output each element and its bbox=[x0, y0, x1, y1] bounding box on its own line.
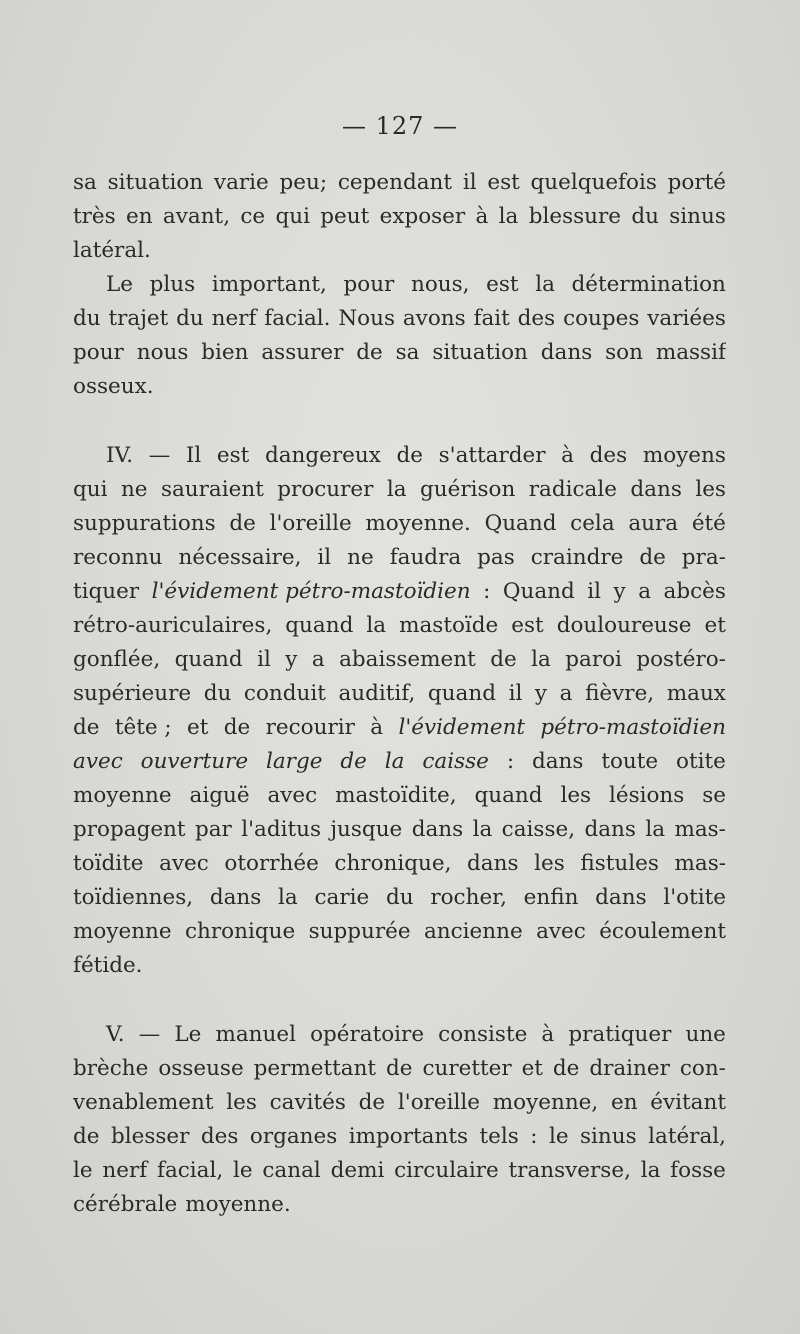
text-line bbox=[73, 1120, 726, 1154]
word: quand bbox=[285, 613, 354, 638]
word: permettant bbox=[253, 1056, 377, 1081]
word: très bbox=[73, 204, 116, 229]
word: moyens bbox=[642, 443, 726, 468]
word: évitant bbox=[650, 1090, 726, 1115]
word: détermination bbox=[571, 272, 726, 297]
text-line bbox=[73, 507, 726, 541]
word: Le bbox=[106, 272, 134, 297]
word: du bbox=[203, 681, 232, 706]
word: avec bbox=[536, 919, 586, 944]
word: pour bbox=[73, 340, 124, 365]
word: : bbox=[483, 579, 491, 604]
word: rocher, bbox=[430, 885, 507, 910]
word: opératoire bbox=[310, 1022, 425, 1047]
word: suppurée bbox=[308, 919, 411, 944]
word: est bbox=[487, 170, 520, 195]
word: en bbox=[126, 204, 153, 229]
word: facial, bbox=[156, 1158, 224, 1183]
word: : bbox=[506, 749, 515, 774]
text-line bbox=[73, 1052, 726, 1086]
word: des bbox=[589, 443, 628, 468]
word: exposer bbox=[379, 204, 466, 229]
word: curetter bbox=[422, 1056, 512, 1081]
word: pra- bbox=[681, 545, 726, 570]
word: cependant bbox=[337, 170, 453, 195]
word: variées bbox=[647, 306, 726, 331]
word: nécessaire, bbox=[178, 545, 302, 570]
word: moyenne bbox=[73, 919, 172, 944]
word: carie bbox=[314, 885, 370, 910]
word: procurer bbox=[277, 477, 374, 502]
word: avec bbox=[159, 851, 209, 876]
text-line bbox=[73, 166, 726, 200]
italic-word: pétro-mastoïdien bbox=[540, 715, 726, 740]
word: du bbox=[631, 204, 659, 229]
word: il bbox=[587, 579, 602, 604]
word: nerf bbox=[211, 306, 257, 331]
word: fosse bbox=[670, 1158, 726, 1183]
word: trajet bbox=[108, 306, 169, 331]
word: tels bbox=[479, 1124, 519, 1149]
word: mas- bbox=[674, 817, 726, 842]
word: pour bbox=[343, 272, 395, 297]
word: Quand bbox=[502, 579, 575, 604]
word: coupes bbox=[563, 306, 640, 331]
word: dans bbox=[595, 885, 647, 910]
word: des bbox=[517, 306, 556, 331]
word: dans bbox=[411, 817, 464, 842]
text-line bbox=[73, 370, 726, 404]
word: drainer bbox=[589, 1056, 670, 1081]
word: abaissement bbox=[339, 647, 476, 672]
word: y bbox=[534, 681, 548, 706]
italic-word: la bbox=[384, 749, 405, 774]
word: massif bbox=[655, 340, 726, 365]
word: radicale bbox=[528, 477, 617, 502]
text-line bbox=[73, 439, 726, 473]
word: de bbox=[73, 715, 100, 740]
word: pratiquer bbox=[568, 1022, 672, 1047]
text-line bbox=[73, 336, 726, 370]
word: fistules bbox=[580, 851, 659, 876]
word: porté bbox=[667, 170, 726, 195]
word: — bbox=[138, 1022, 161, 1047]
word: maux bbox=[666, 681, 726, 706]
word: l'oreille bbox=[269, 511, 352, 536]
paragraph bbox=[73, 268, 726, 404]
italic-word: l'évidement pétro-mastoïdien bbox=[151, 579, 471, 604]
word: osseuse bbox=[158, 1056, 244, 1081]
word: propagent bbox=[73, 817, 186, 842]
word: quelquefois bbox=[530, 170, 657, 195]
word: qui bbox=[275, 204, 310, 229]
word: mastoïdite, bbox=[335, 783, 457, 808]
word: mas- bbox=[674, 851, 726, 876]
word: chronique bbox=[185, 919, 296, 944]
word: ne bbox=[347, 545, 374, 570]
word: paroi bbox=[565, 647, 622, 672]
text-line bbox=[73, 1018, 726, 1052]
word: du bbox=[73, 306, 101, 331]
word: plus bbox=[149, 272, 196, 297]
word: facial. bbox=[264, 306, 331, 331]
word: aiguë bbox=[189, 783, 250, 808]
word: Quand bbox=[484, 511, 557, 536]
text-line bbox=[73, 1154, 726, 1188]
word: la bbox=[535, 272, 555, 297]
word: et bbox=[187, 715, 209, 740]
word: dans bbox=[467, 851, 519, 876]
word: y bbox=[613, 579, 626, 604]
word: — bbox=[148, 443, 171, 468]
word: nerf bbox=[102, 1158, 148, 1183]
word: canal bbox=[262, 1158, 321, 1183]
word: cavités bbox=[269, 1090, 346, 1115]
word: tiquer bbox=[73, 579, 140, 604]
word: s'attarder bbox=[438, 443, 546, 468]
word: peu; bbox=[279, 170, 328, 195]
word: est bbox=[511, 613, 544, 638]
word: dans bbox=[584, 817, 636, 842]
word: lésions bbox=[608, 783, 685, 808]
word: avons bbox=[402, 306, 466, 331]
word: nous, bbox=[410, 272, 470, 297]
word: conduit bbox=[243, 681, 326, 706]
word: est bbox=[486, 272, 519, 297]
word: la bbox=[278, 885, 298, 910]
word: moyenne bbox=[73, 783, 172, 808]
word: situation bbox=[432, 340, 528, 365]
word: toute bbox=[601, 749, 659, 774]
word: le bbox=[548, 1124, 569, 1149]
word: et bbox=[521, 1056, 543, 1081]
paragraph bbox=[73, 439, 726, 983]
word: qui bbox=[73, 477, 108, 502]
word: V. bbox=[106, 1022, 125, 1047]
word: de bbox=[356, 340, 383, 365]
word: dans bbox=[209, 885, 262, 910]
word: ce bbox=[240, 204, 266, 229]
text-line bbox=[73, 881, 726, 915]
text-line bbox=[73, 779, 726, 813]
text-line bbox=[73, 541, 726, 575]
word: recourir bbox=[265, 715, 355, 740]
word: été bbox=[691, 511, 726, 536]
word: fièvre, bbox=[585, 681, 655, 706]
word: transverse, bbox=[508, 1158, 631, 1183]
word: manuel bbox=[215, 1022, 296, 1047]
word: du bbox=[385, 885, 414, 910]
italic-word: avec bbox=[73, 749, 123, 774]
word: moyenne, bbox=[492, 1090, 599, 1115]
word: mastoïde bbox=[399, 613, 499, 638]
word: le bbox=[233, 1158, 253, 1183]
word: et bbox=[704, 613, 726, 638]
word: la bbox=[531, 647, 551, 672]
paragraph bbox=[73, 166, 726, 268]
word: demi bbox=[330, 1158, 385, 1183]
word: aura bbox=[628, 511, 679, 536]
word: la bbox=[386, 477, 407, 502]
word: la bbox=[472, 817, 493, 842]
text-line bbox=[73, 643, 726, 677]
text-line bbox=[73, 200, 726, 234]
text-line bbox=[73, 575, 726, 609]
word: nous bbox=[136, 340, 189, 365]
word: cela bbox=[570, 511, 615, 536]
word: circulaire bbox=[394, 1158, 499, 1183]
text-line bbox=[73, 1188, 726, 1222]
word: les bbox=[226, 1090, 257, 1115]
word: venablement bbox=[73, 1090, 214, 1115]
word: blessure bbox=[528, 204, 621, 229]
word: l'aditus bbox=[241, 817, 321, 842]
text-line bbox=[73, 609, 726, 643]
word: les bbox=[534, 851, 565, 876]
word: toïdite bbox=[73, 851, 144, 876]
word: suppurations bbox=[73, 511, 216, 536]
word: IV. bbox=[106, 443, 134, 468]
word: écoulement bbox=[599, 919, 726, 944]
word: l'otite bbox=[663, 885, 726, 910]
word: guérison bbox=[420, 477, 516, 502]
word: le bbox=[73, 1158, 93, 1183]
text-line bbox=[73, 915, 726, 949]
text-line bbox=[73, 234, 726, 268]
word: Nous bbox=[338, 306, 395, 331]
text-line bbox=[73, 473, 726, 507]
word: enfin bbox=[523, 885, 579, 910]
word: peut bbox=[320, 204, 370, 229]
text-line bbox=[73, 813, 726, 847]
word: tête ; bbox=[114, 715, 172, 740]
text-line bbox=[73, 949, 726, 983]
word: de bbox=[396, 443, 423, 468]
word: la bbox=[366, 613, 387, 638]
italic-word: caisse bbox=[422, 749, 489, 774]
word: important, bbox=[211, 272, 327, 297]
word: fétide. bbox=[73, 953, 143, 978]
word: organes bbox=[249, 1124, 338, 1149]
word: importants bbox=[348, 1124, 468, 1149]
word: la bbox=[640, 1158, 661, 1183]
word: blesser bbox=[110, 1124, 190, 1149]
word: y bbox=[285, 647, 298, 672]
word: dans bbox=[630, 477, 682, 502]
word: dans bbox=[531, 749, 584, 774]
text-line bbox=[73, 268, 726, 302]
word: de bbox=[639, 545, 666, 570]
word: à bbox=[561, 443, 574, 468]
word: des bbox=[200, 1124, 239, 1149]
paragraph bbox=[73, 1018, 726, 1222]
word: est bbox=[216, 443, 250, 468]
word: chronique, bbox=[334, 851, 452, 876]
text-line bbox=[73, 711, 726, 745]
word: toïdiennes, bbox=[73, 885, 194, 910]
word: de bbox=[73, 1124, 100, 1149]
italic-word: l'évidement bbox=[398, 715, 526, 740]
word: pas bbox=[477, 545, 515, 570]
word: fait bbox=[473, 306, 510, 331]
word: dans bbox=[540, 340, 593, 365]
word: gonflée, bbox=[73, 647, 161, 672]
word: varie bbox=[213, 170, 269, 195]
word: de bbox=[386, 1056, 413, 1081]
word: de bbox=[229, 511, 256, 536]
paragraph-gap bbox=[73, 404, 726, 439]
word: situation bbox=[107, 170, 204, 195]
word: il bbox=[257, 647, 271, 672]
word: les bbox=[695, 477, 726, 502]
word: a bbox=[638, 579, 652, 604]
word: sinus bbox=[580, 1124, 637, 1149]
word: de bbox=[223, 715, 251, 740]
word: sa bbox=[395, 340, 420, 365]
word: de bbox=[552, 1056, 580, 1081]
word: cérébrale bbox=[73, 1192, 178, 1217]
word: quand bbox=[427, 681, 496, 706]
word: il bbox=[508, 681, 523, 706]
word: avant, bbox=[162, 204, 231, 229]
word: moyenne. bbox=[185, 1192, 291, 1217]
italic-word: de bbox=[340, 749, 367, 774]
word: abcès bbox=[663, 579, 726, 604]
text-line bbox=[73, 847, 726, 881]
paragraph-gap bbox=[73, 983, 726, 1018]
word: jusque bbox=[330, 817, 403, 842]
word: rétro-auriculaires, bbox=[73, 613, 273, 638]
word: sa bbox=[73, 170, 97, 195]
word: latéral. bbox=[73, 238, 151, 263]
word: supérieure bbox=[73, 681, 192, 706]
word: de bbox=[490, 647, 517, 672]
text-line bbox=[73, 745, 726, 779]
word: ancienne bbox=[423, 919, 523, 944]
word: avec bbox=[267, 783, 318, 808]
word: osseux. bbox=[73, 374, 154, 399]
word: con- bbox=[679, 1056, 726, 1081]
word: Il bbox=[185, 443, 202, 468]
word: par bbox=[194, 817, 232, 842]
word: quand bbox=[474, 783, 543, 808]
word: à bbox=[475, 204, 489, 229]
word: bien bbox=[201, 340, 249, 365]
word: les bbox=[560, 783, 592, 808]
body-text bbox=[73, 166, 726, 1222]
word: : bbox=[530, 1124, 538, 1149]
word: ne bbox=[120, 477, 148, 502]
word: otite bbox=[676, 749, 726, 774]
word: la bbox=[645, 817, 666, 842]
word: l'oreille bbox=[397, 1090, 481, 1115]
word: à bbox=[370, 715, 384, 740]
page-number: — 127 — bbox=[341, 112, 459, 140]
word: sauraient bbox=[160, 477, 264, 502]
word: de bbox=[358, 1090, 386, 1115]
word: brèche bbox=[73, 1056, 149, 1081]
word: Le bbox=[174, 1022, 202, 1047]
italic-word: large bbox=[265, 749, 323, 774]
word: son bbox=[605, 340, 643, 365]
word: consiste bbox=[438, 1022, 528, 1047]
word: une bbox=[685, 1022, 726, 1047]
text-line bbox=[73, 302, 726, 336]
word: à bbox=[541, 1022, 555, 1047]
word: sinus bbox=[669, 204, 726, 229]
word: postéro- bbox=[636, 647, 726, 672]
word: otorrhée bbox=[224, 851, 319, 876]
word: dangereux bbox=[264, 443, 381, 468]
word: il bbox=[462, 170, 477, 195]
text-line bbox=[73, 677, 726, 711]
word: assurer bbox=[261, 340, 344, 365]
word: se bbox=[702, 783, 726, 808]
word: craindre bbox=[530, 545, 624, 570]
word: quand bbox=[174, 647, 243, 672]
word: moyenne. bbox=[365, 511, 471, 536]
word: faudra bbox=[389, 545, 462, 570]
italic-word: ouverture bbox=[140, 749, 249, 774]
text-line bbox=[73, 1086, 726, 1120]
word: auditif, bbox=[338, 681, 416, 706]
word: douloureuse bbox=[556, 613, 692, 638]
word: il bbox=[317, 545, 332, 570]
word: du bbox=[176, 306, 204, 331]
word: reconnu bbox=[73, 545, 163, 570]
word: latéral, bbox=[648, 1124, 726, 1149]
word: caisse, bbox=[501, 817, 576, 842]
word: a bbox=[559, 681, 573, 706]
word: la bbox=[498, 204, 519, 229]
word: a bbox=[311, 647, 325, 672]
word: en bbox=[610, 1090, 638, 1115]
